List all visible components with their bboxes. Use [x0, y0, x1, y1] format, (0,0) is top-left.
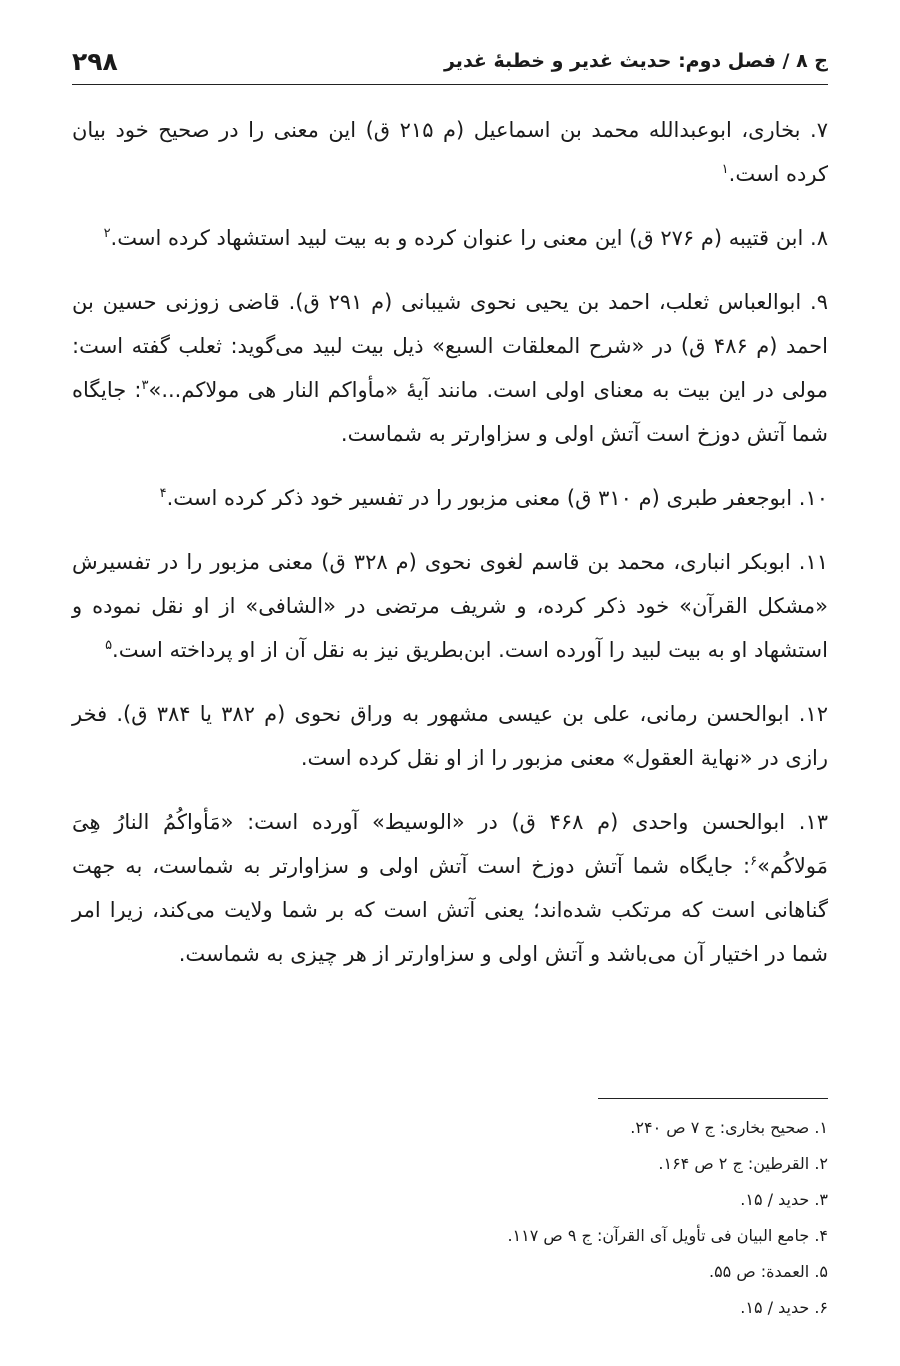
footnote-ref: ۱: [721, 162, 729, 177]
page-body: [72, 108, 828, 996]
paragraph-11: ۱۱. ابوبکر انباری، محمد بن قاسم لغوی نحوی (م ۳۲۸ ق) معنی مزبور را در تفسیرش «مشکل القرآن» خود ذکر کرده، و شریف مرتضی در «الشافی» از او نقل نموده و استشهاد او به بیت لبید را آورده است. ابن‌بطریق نیز به نقل آن از او پرداخته است.$^۵$: [72, 550, 828, 662]
footnote-ref: ۴: [159, 486, 167, 501]
footnote-4: ۴. جامع البیان فی تأویل آی القرآن: ج ۹ ص ۱۱۷.: [507, 1226, 828, 1245]
footnote-3: ۳. حدید / ۱۵.: [740, 1190, 828, 1209]
footnote-2: ۲. القرطین: ج ۲ ص ۱۶۴.: [658, 1154, 828, 1173]
paragraph-7: ۷. بخاری، ابوعبدالله محمد بن اسماعیل (م ۲۱۵ ق) این معنی را در صحیح خود بیان کرده است.$^۱$: [72, 118, 828, 186]
paragraph-12: ۱۲. ابوالحسن رمانی، علی بن عیسی مشهور به وراق نحوی (م ۳۸۲ یا ۳۸۴ ق). فخر رازی در «نهایة العقول» معنی مزبور را از او نقل کرده است.: [72, 702, 828, 770]
footnote-ref: ۵: [105, 638, 113, 653]
paragraph-9: ۹. ابوالعباس ثعلب، احمد بن یحیی نحوی شیبانی (م ۲۹۱ ق). قاضی زوزنی حسین بن احمد (م ۴۸۶ ق) در «شرح المعلقات السبع» ذیل بیت لبید می‌گوید: ثعلب گفته است: مولی در این بیت به معنای اولی است. مانند آیهٔ «مأواکم النار هی مولاکم...»$^۳$: جایگاه شما آتش دوزخ است آتش اولی و سزاوارتر به شماست.: [72, 290, 828, 446]
paragraph-10: ۱۰. ابوجعفر طبری (م ۳۱۰ ق) معنی مزبور را در تفسیر خود ذکر کرده است.$^۴$: [159, 486, 828, 510]
page-number: ۲۹۸: [72, 46, 118, 76]
footnote-ref: ۶: [750, 854, 758, 869]
paragraph-13: ۱۳. ابوالحسن واحدی (م ۴۶۸ ق) در «الوسیط» آورده است: «مَأواکُمُ النارُ هِیَ مَولاکُم»$^۶$: جایگاه شما آتش دوزخ است آتش اولی و سزاوارتر به شماست، به جهت گناهانی است که مرتکب شده‌اند؛ یعنی آتش است که بر شما ولایت می‌کند، زیرا امر شما در اختیار آن می‌باشد و آتش اولی و سزاوارتر از هر چیزی به شماست.: [72, 810, 828, 966]
footnote-ref: ۲: [103, 226, 111, 241]
page-header: [72, 38, 828, 85]
footnote-5: ۵. العمدة: ص ۵۵.: [708, 1262, 828, 1281]
footnote-ref: ۳: [141, 378, 149, 393]
running-title: ج ۸ / فصل دوم: حدیث غدیر و خطبهٔ غدیر: [443, 50, 828, 72]
paragraph-8: ۸. ابن قتیبه (م ۲۷۶ ق) این معنی را عنوان کرده و به بیت لبید استشهاد کرده است.$^۲$: [103, 226, 828, 250]
footnotes: [72, 1110, 828, 1326]
footnote-6: ۶. حدید / ۱۵.: [740, 1298, 828, 1317]
footnote-1: ۱. صحیح بخاری: ج ۷ ص ۲۴۰.: [630, 1118, 828, 1137]
footnote-divider: [598, 1098, 828, 1099]
book-page: [72, 0, 828, 1366]
